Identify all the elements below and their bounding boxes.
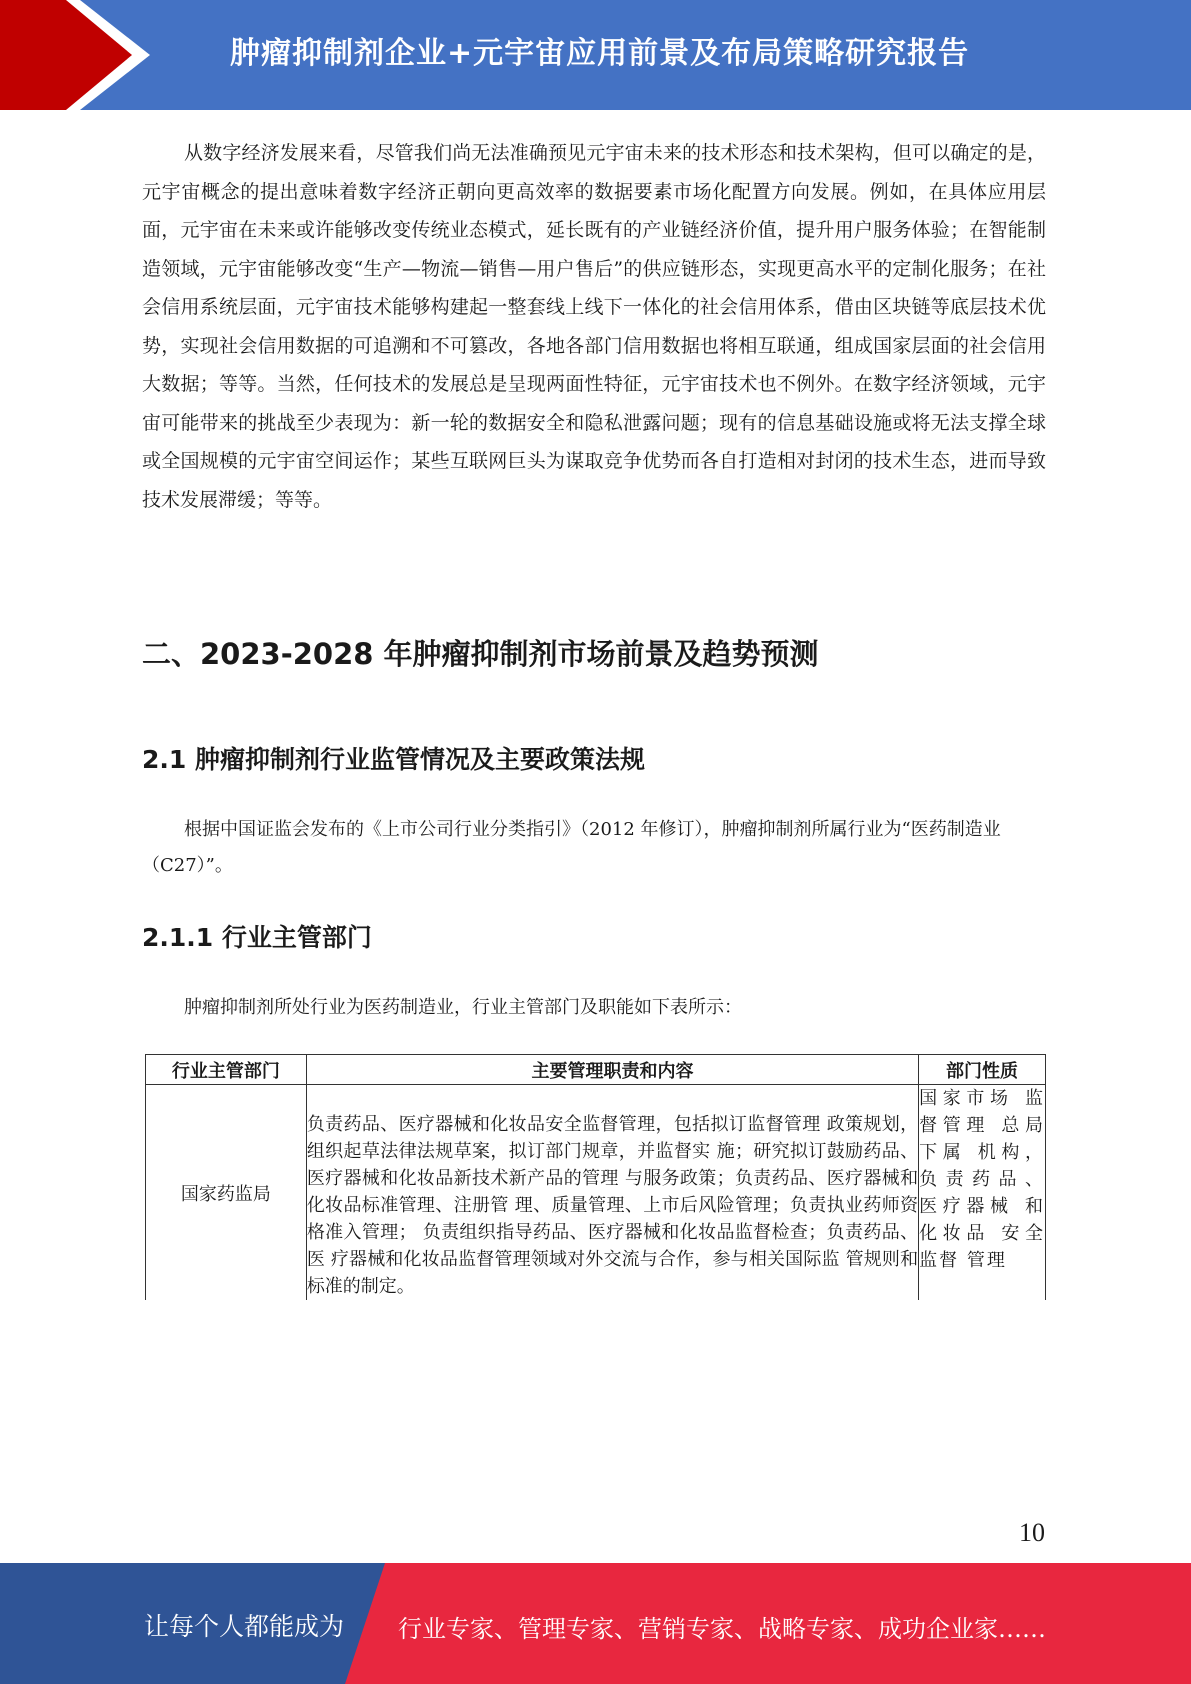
intro-paragraph: 从数字经济发展来看，尽管我们尚无法准确预见元宇宙未来的技术形态和技术架构，但可以确定的是，元宇宙概念的提出意味着数字经济正朝向更高效率的数据要素市场化配置方向发展。例如，在具体应用层面，元宇宙在未来或许能够改变传统业态模式，延长既有的产业链经济价值，提升用户服务体验；在智能制造领域，元宇宙能够改变“生产—物流—销售—用户售后”的供应链形态，实现更高水平的定制化服务；在社会信用系统层面，元宇宙技术能够构建起一整套线上线下一体化的社会信用体系，借由区块链等底层技术优势，实现社会信用数据的可追溯和不可篡改，各地各部门信用数据也将相互联通，组成国家层面的社会信用大数据；等等。当然，任何技术的发展总是呈现两面性特征，元宇宙技术也不例外。在数字经济领域，元宇宙可能带来的挑战至少表现为：新一轮的数据安全和隐私泄露问题；现有的信息基础设施或将无法支撑全球或全国规模的元宇宙空间运作；某些互联网巨头为谋取竞争优势而各自打造相对封闭的技术生态，进而导致技术发展滞缓；等等。 [142,142,1046,511]
table-row [146,1085,1046,1301]
col-header-duty: 主要管理职责和内容 [306,1055,918,1085]
report-title: 肿瘤抑制剂企业+元宇宙应用前景及布局策略研究报告 [230,36,970,71]
page-footer-banner [0,1563,1191,1684]
table-intro-paragraph: 肿瘤抑制剂所处行业为医药制造业，行业主管部门及职能如下表所示： [184,997,742,1018]
industry-classification-paragraph: 根据中国证监会发布的《上市公司行业分类指引》（2012 年修订），肿瘤抑制剂所属行业为“医药制造业（C27）”。 [142,819,1001,876]
footer-slogan-right: 行业专家、管理专家、营销专家、战略专家、成功企业家…… [398,1615,1046,1643]
sub-subsection-heading: 2.1.1 行业主管部门 [142,923,372,952]
section-heading: 二、2023-2028 年肿瘤抑制剂市场前景及趋势预测 [142,637,819,671]
cell-nature: 国家市场 监督管理 总局下属 机构，负责药品、 医疗器械 和化妆品 安全监督 管理 [919,1085,1046,1301]
red-chevron-shape [0,0,132,110]
subsection-heading: 2.1 肿瘤抑制剂行业监管情况及主要政策法规 [142,745,645,774]
cell-dept: 国家药监局 [146,1085,307,1301]
page-number: 10 [1019,1518,1045,1547]
cell-duty: 负责药品、医疗器械和化妆品安全监督管理，包括拟订监督管理 政策规划，组织起草法律法规草案，拟订部门规章，并监督实 施；研究拟订鼓励药品、医疗器械和化妆品新技术新产品的管理 与服务政策；负责药品、医疗器械和化妆品标准管理、注册管 理、质量管理、上市后风险管理；负责执业药师资格准入管理； 负责组织指导药品、医疗器械和化妆品监督检查；负责药品、医 疗器械和化妆品监督管理领域对外交流与合作，参与相关国际监 管规则和标准的制定。 [306,1085,918,1301]
page-header-banner [0,0,1191,110]
table-header-row [146,1055,1046,1085]
regulator-table [145,1054,1046,1300]
footer-slogan-left: 让每个人都能成为 [144,1612,345,1641]
col-header-dept: 行业主管部门 [146,1055,307,1085]
col-header-nature: 部门性质 [919,1055,1046,1085]
